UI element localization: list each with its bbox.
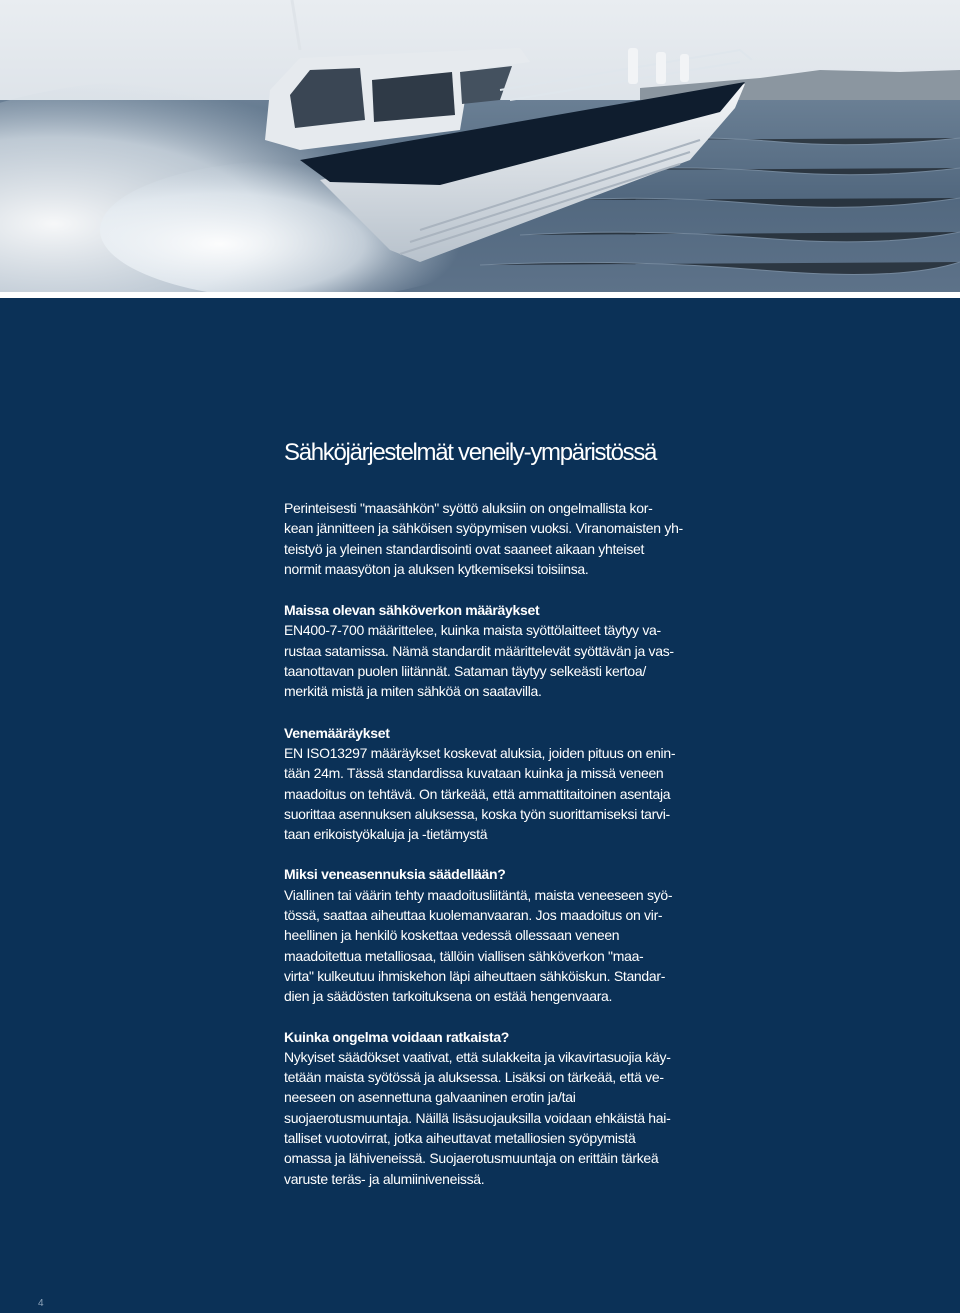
page-title: Sähköjärjestelmät veneily-ympäristössä <box>284 439 657 466</box>
article-content <box>284 436 704 1189</box>
intro-paragraph: Perinteisesti "maasähkön" syöttö aluksiin on ongelmallista kor- kean jännitteen ja sähköisen syöpymisen vuoksi. Viranomaisten yh- teistyö ja yleinen standardisointi ovat saaneet aikaan yhteiset normit maasyöton ja aluksen kytkemiseksi toisiinsa. <box>284 500 683 577</box>
hero-divider <box>0 292 960 298</box>
section-heading: Kuinka ongelma voidaan ratkaista? <box>284 1028 510 1045</box>
hero-boat-photo <box>0 0 960 292</box>
section-body: EN ISO13297 määräykset koskevat aluksia, joiden pituus on enin- tään 24m. Tässä standardissa kuvataan kuinka ja missä veneen maadoitus on tehtävä. On tärkeää, että ammattitaitoinen asentaja suorittaa asennuksen aluksessa, koska työn suorittamiseksi tarvi- taan erikoistyökaluja ja -tietämystä <box>284 744 676 843</box>
section-body: Nykyiset säädökset vaativat, että sulakkeita ja vikavirtasuojia käy- tetään maista syötössä ja aluksessa. Lisäksi on tärkeää, että ve- neeseen on asennettuna galvaaninen erotin ja/tai suojaerotusmuuntaja. Näillä lisäsuojauksilla voidaan ehkäistä hai- talliset vuotovirrat, jotka aiheuttavat metalliosien syöpymistä omassa ja lähiveneissä. Suojaerotusmuuntaja on erittäin tärkeä varuste teräs- ja alumiiniveneissä. <box>284 1048 671 1187</box>
boat-illustration <box>0 0 960 292</box>
section-body: EN400-7-700 määrittelee, kuinka maista syöttölaitteet täytyy va- rustaa satamissa. Nämä standardit määrittelevät syöttävän ja vas- taanottavan puolen liitännät. Sataman täytyy selkeästi kertoa/ merkitä mistä ja miten sähköä on saatavilla. <box>284 622 674 700</box>
section-boat-regulations <box>284 723 704 845</box>
section-heading: Miksi veneasennuksia säädellään? <box>284 866 506 883</box>
section-heading: Venemääräykset <box>284 724 390 741</box>
section-why-regulated <box>284 864 704 1006</box>
section-solution <box>284 1027 704 1189</box>
section-heading: Maissa olevan sähköverkon määräykset <box>284 602 540 619</box>
section-shore-regulations <box>284 600 704 701</box>
section-body: Viallinen tai väärin tehty maadoitusliitäntä, maista veneeseen syö- tössä, saattaa aiheuttaa kuolemanvaaran. Jos maadoitus on vir- heellinen ja henkilö koskettaa vedessä ollessaan veneen maadoitettua metalliosaa, tällöin viallisen sähköverkon "maa- virta" kulkeutuu ihmiskehon läpi aiheuttaen sähköiskun. Standar- dien ja säädösten tarkoituksena on estää hengenvaara. <box>284 886 673 1005</box>
page-number: 4 <box>38 1298 44 1309</box>
